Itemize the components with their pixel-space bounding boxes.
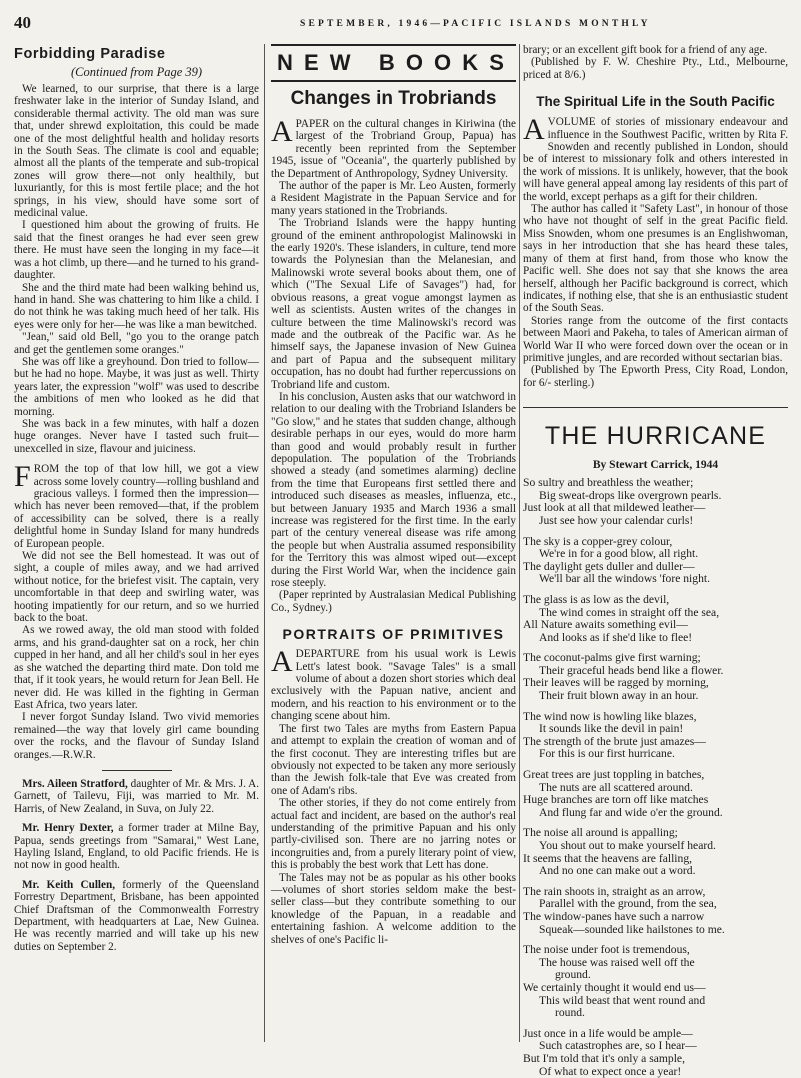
drop-cap: A (271, 119, 293, 144)
review-body-continued: brary; or an excellent gift book for a friend of any age. (523, 44, 788, 56)
column-rule (519, 44, 520, 1042)
poem-line: It seems that the heavens are falling, (523, 853, 788, 866)
drop-cap: F (14, 464, 31, 489)
paragraph: "Jean," said old Bell, "go you to the orange patch and get the gentlemen some oranges." (14, 331, 259, 356)
dropcap-paragraph: AVOLUME of stories of missionary endeavour and influence in the Southwest Pacific, written by Rita F. Snowden and recently published in London, should be of interest to missionary folk and others interested in the work of missions. It is unlikely, however, that the book will have general appeal among lay residents of this part of the world, except perhaps as a gift for their children. (523, 116, 788, 203)
poem-line: The sky is a copper-grey colour, (523, 536, 788, 549)
poem-line: Parallel with the ground, from the sea, (523, 898, 788, 911)
paragraph: She was off like a greyhound. Don tried to follow—but he had no hope. Maybe, it was just as well. Thirty years later, the expression "wolf" was used to describe the ambitions of men who looked as he did that morning. (14, 356, 259, 418)
column-left (14, 44, 259, 1054)
poem-line: And looks as if she'd like to flee! (523, 632, 788, 645)
personal-item: Mrs. Aileen Stratford, daughter of Mr. & Mrs. J. A. Garnett, of Tailevu, Fiji, was married to Mr. M. Harris, of New Zealand, in Suva, on July 22. (14, 778, 259, 815)
poem-line: We're in for a good blow, all right. (523, 548, 788, 561)
paragraph: The Trobriand Islands were the happy hunting ground of the eminent anthropologist Malinowski in the early 1920's. These islanders, in culture, tend more towards the Polynesian than the Melanesian, and Malinowski wrote several books about them, one of which ("The Sexual Life of Savages") had, for obvious reasons, a great vogue amongst laymen as well as scientists. Austen writes of the changes in culture between the time Malinowski's record was made and the outbreak of the Pacific war. As he himself says, the Japanese invasion of New Guinea and part of Papua and the subsequent military occupation, has no doubt had further repercussions on Trobriand life and custom. (271, 217, 516, 391)
poem-stanza (523, 769, 788, 819)
paragraph: We learned, to our surprise, that there is a large freshwater lake in the interior of Sunday Island, and considerable thermal activity. The old man was sure that, under shrewd exploitation, this could be made one of the most delightful health and holiday resorts in the South Seas. The climate is cool and equable; almost all the plants of the temperate and sub-tropical zones will grow there—not only healthily, but luxuriantly, for this is most fertile place; and the hot springs, in his view, should have some sort of medicinal value. (14, 83, 259, 219)
paragraph: (Paper reprinted by Australasian Medical Publishing Co., Sydney.) (271, 589, 516, 614)
poem-stanza (523, 536, 788, 586)
poem-line: Squeak—sounded like hailstones to me. (523, 924, 788, 937)
poem-line: The noise all around is appalling; (523, 827, 788, 840)
poem-line: Of what to expect once a year! (523, 1066, 788, 1078)
poem-line: Such catastrophes are, so I hear— (523, 1040, 788, 1053)
person-name: Mr. Henry Dexter, (22, 822, 114, 834)
poem-line: Huge branches are torn off like matches (523, 794, 788, 807)
poem-stanza (523, 1028, 788, 1078)
poem-line: Just see how your calendar curls! (523, 515, 788, 528)
paragraph: As we rowed away, the old man stood with folded arms, and his grand-daughter sat on a rock, her chin cupped in her hand, and all her child's soul in her eyes as she watched the departing third mate. Don told me that, if it took years, he would return for Jean Bell. He never did. He was killed in the fighting in German East Africa, two years later. (14, 624, 259, 711)
poem-title: THE HURRICANE (523, 422, 788, 451)
poem-line: We'll bar all the windows 'fore night. (523, 573, 788, 586)
poem-line: But I'm told that it's only a sample, (523, 1053, 788, 1066)
paragraph: The author has called it "Safety Last", in honour of those who have not thought of self in the great Pacific field. Miss Snowden, whom one presumes is an Englishwoman, says in her introduction that she has heard these tales, many of them at first hand, from those who know the Pacific well. She does not say that she knows the area herself, although her Pacific background is correct, which indicates, if nothing else, that she is an enthusiastic student of the South Seas. (523, 203, 788, 315)
column-rule (264, 44, 265, 1042)
paragraph: I questioned him about the growing of fruits. He said that the finest oranges he had ever seen grew there. He must have seen the longing in my face—it was a hot climb, up there—and he turned to his grand-daughter. (14, 219, 259, 281)
continued-note: (Continued from Page 39) (14, 65, 259, 80)
person-name: Mrs. Aileen Stratford, (22, 778, 128, 790)
poem-line: For this is our first hurricane. (523, 748, 788, 761)
paragraph: The first two Tales are myths from Eastern Papua and attempt to explain the creation of woman and of the first coconut. They are interesting trifles but are obviously not expected to be taken any more seriously than the Jewish folk-tale that Eve was created from one of Adam's ribs. (271, 723, 516, 797)
poem-line: The window-panes have such a narrow (523, 911, 788, 924)
paragraph: I never forgot Sunday Island. Two vivid memories remained—the way that lovely girl came bounding over the rocks, and the flavour of Sunday Island oranges.—R.W.R. (14, 711, 259, 761)
paragraph: In his conclusion, Austen asks that our watchword in relation to our dealing with the Trobriand Islanders be "Go slow," and he states that sudden change, although desirable perhaps in our eyes, would do more harm than good and would probably result in further depopulation. The population of the Trobriands showed a steady (and sometimes alarming) decline from the time that Europeans first settled there and introduced such diseases as measles, influenza, etc., but between January 1935 and March 1936 a small increase was registered for the first time. In the early part of the century venereal disease was rife among the people but when Australia assumed responsibility for the Territory this was almost wiped out—except during the First World War, when the incidence gain rose steeply. (271, 391, 516, 590)
paragraph: The author of the paper is Mr. Leo Austen, formerly a Resident Magistrate in the Papuan Service and for many years stationed in the Trobriands. (271, 180, 516, 217)
poem-line: The glass is as low as the devil, (523, 594, 788, 607)
dropcap-paragraph: FROM the top of that low hill, we got a view across some lovely country—rolling bushland and gracious valleys. I formed then the impression—which has never been removed—that, if the problem of accessibility can be solved, there is a really delightful home in Sunday Island for many hundreds of European people. (14, 463, 259, 550)
poem-stanza (523, 594, 788, 644)
review-heading: PORTRAITS OF PRIMITIVES (271, 626, 516, 642)
column-middle (271, 44, 516, 1054)
drop-cap: A (523, 117, 545, 142)
poem-stanza (523, 711, 788, 761)
poem-line: And flung far and wide o'er the ground. (523, 807, 788, 820)
poem-line: The strength of the brute just amazes— (523, 736, 788, 749)
poem-line: The wind comes in straight off the sea, (523, 607, 788, 620)
poem-line: The daylight gets duller and duller— (523, 561, 788, 574)
poem-stanza (523, 652, 788, 702)
divider (102, 770, 172, 771)
poem-line: Their graceful heads bend like a flower. (523, 665, 788, 678)
publisher-note: (Published by F. W. Cheshire Pty., Ltd., Melbourne, priced at 8/6.) (523, 56, 788, 81)
paragraph: She and the third mate had been walking behind us, hand in hand. She was chattering to him like a child. I do not think he was taking much heed of her talk. His eyes were only for her—he was like a man bewitched. (14, 282, 259, 332)
review-body (271, 723, 516, 946)
review-heading: Changes in Trobriands (271, 88, 516, 110)
poem-line: Their fruit blown away in an hour. (523, 690, 788, 703)
poem-line: Just look at all that mildewed leather— (523, 502, 788, 515)
poem-line: The house was raised well off the (523, 957, 788, 970)
poem-line: The rain shoots in, straight as an arrow, (523, 886, 788, 899)
poem-line: This wild beast that went round and (523, 995, 788, 1008)
paragraph: We did not see the Bell homestead. It was out of sight, a couple of miles away, and we had arrived without notice, for the briefest visit. The captain, very uncomfortable in that deep and swirling water, was hooting impatiently for our return, and so we hurried back to the boat. (14, 550, 259, 624)
poem-line: And no one can make out a word. (523, 865, 788, 878)
poem-line: We certainly thought it would end us— (523, 982, 788, 995)
poem-line: The nuts are all scattered around. (523, 782, 788, 795)
dropcap-paragraph: APAPER on the cultural changes in Kiriwina (the largest of the Trobriand Group, Papua) has recently been reprinted from the September 1945, issue of "Oceania", the quarterly published by the Department of Anthropology, Sydney University. (271, 118, 516, 180)
article-body (14, 83, 259, 455)
review-body (271, 180, 516, 614)
drop-cap: A (271, 649, 293, 674)
page-number: 40 (14, 13, 31, 33)
dropcap-paragraph: ADEPARTURE from his usual work is Lewis Lett's latest book. "Savage Tales" is a small volume of about a dozen short stories which deal exclusively with the Papuan native, ancient and modern, and his reaction to his environment or to the changing scene about him. (271, 648, 516, 722)
poem-line: The coconut-palms give first warning; (523, 652, 788, 665)
poem-stanza (523, 886, 788, 936)
review-body (523, 203, 788, 389)
poem-line: It sounds like the devil in pain! (523, 723, 788, 736)
poem-line: Big sweat-drops like overgrown pearls. (523, 490, 788, 503)
article-heading: Forbidding Paradise (14, 46, 259, 62)
paragraph: (Published by The Epworth Press, City Road, London, for 6/- sterling.) (523, 364, 788, 389)
review-heading: The Spiritual Life in the South Pacific (523, 93, 788, 110)
poem-line: Their leaves will be ragged by morning, (523, 677, 788, 690)
paragraph: She was back in a few minutes, with half a dozen huge oranges. Never have I tasted such fruit—unexcelled in size, flavour and juiciness. (14, 418, 259, 455)
new-books-banner: N E W B O O K S (271, 44, 516, 82)
poem-line: The noise under foot is tremendous, (523, 944, 788, 957)
poem-line: All Nature awaits something evil— (523, 619, 788, 632)
poem-line: round. (523, 1007, 788, 1020)
personal-item: Mr. Henry Dexter, a former trader at Milne Bay, Papua, sends greetings from "Samarai," West Lane, Hayling Island, England, to old Pacific friends. He is not now in good health. (14, 822, 259, 872)
poem-line: Just once in a life would be ample— (523, 1028, 788, 1041)
poem-line: Great trees are just toppling in batches, (523, 769, 788, 782)
poem-stanza (523, 827, 788, 877)
column-right (523, 44, 788, 1054)
paragraph: The Tales may not be as popular as his other books—volumes of short stories seldom make the best-seller class—but they contribute something to our knowledge of the Papuan, in a readable and entertaining fashion. A welcome addition to the shelves of one's Pacific li- (271, 872, 516, 946)
poem-body (523, 477, 788, 1078)
paragraph: The other stories, if they do not come entirely from actual fact and incident, are based on the author's real understanding of the primitive Papuan and his only partly-civilised son. There are no jarring notes or incongruities and, from a purely literary point of view, this is probably the best work that Lett has done. (271, 797, 516, 871)
running-header: SEPTEMBER, 1946—PACIFIC ISLANDS MONTHLY (300, 19, 784, 29)
paragraph: Stories range from the outcome of the first contacts between Maori and Pakeha, to tales of American airman of World War II who were forced down over the ocean or in primitive jungles, and are recorded without sectarian bias. (523, 315, 788, 365)
poem-line: You shout out to make yourself heard. (523, 840, 788, 853)
article-body-continued (14, 550, 259, 761)
personal-item: Mr. Keith Cullen, formerly of the Queensland Forrestry Department, Brisbane, has been appointed Chief Draftsman of the Commonwealth Forrestry Department, with headquarters at Lae, New Guinea. He was recently married and will take up his new duties on September 2. (14, 879, 259, 953)
poem-line: The wind now is howling like blazes, (523, 711, 788, 724)
poem-author: By Stewart Carrick, 1944 (523, 459, 788, 471)
poem-stanza (523, 477, 788, 527)
person-name: Mr. Keith Cullen, (22, 879, 115, 891)
personal-notes (14, 778, 259, 953)
poem-line: So sultry and breathless the weather; (523, 477, 788, 490)
poem-stanza (523, 944, 788, 1020)
poem-section (523, 407, 788, 1078)
poem-line: ground. (523, 969, 788, 982)
